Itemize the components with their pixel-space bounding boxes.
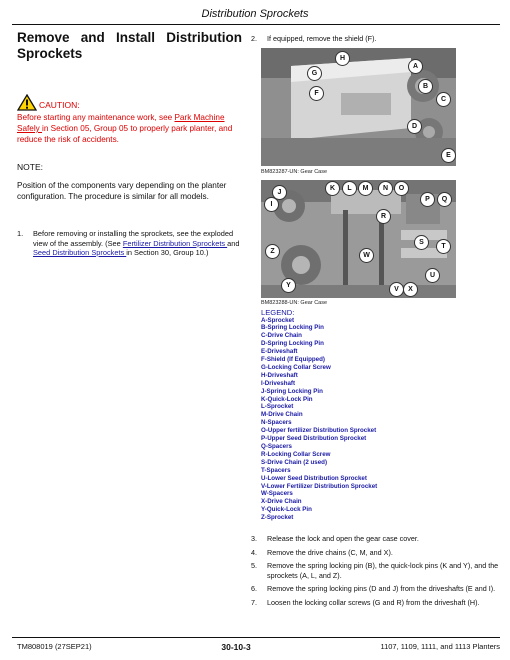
step1-pre: Before removing or installing the sprockets, see the exploded view of the assembly. (See [33, 229, 234, 248]
legend-item: D-Spring Locking Pin [261, 340, 324, 348]
callout-y: Y [281, 278, 296, 293]
procedure-step [251, 534, 501, 544]
footer-models: 1107, 1109, 1111, and 1113 Planters [380, 642, 500, 651]
left-column [17, 30, 242, 258]
callout-g: G [307, 66, 322, 81]
step-text: Remove the spring locking pin (B), the quick-lock pins (K and Y), and the sprockets (A, L, and Z). [267, 561, 499, 580]
gear-case-image-1 [261, 48, 456, 166]
legend-item: R-Locking Collar Screw [261, 450, 331, 458]
callout-o: O [394, 181, 409, 196]
callout-w: W [359, 248, 374, 263]
figure-caption-1: BM823287-UN: Gear Case [261, 168, 328, 175]
legend-list [261, 317, 501, 523]
legend-item: W-Spacers [261, 490, 293, 498]
footer-rule [12, 637, 500, 638]
legend-item: X-Drive Chain [261, 498, 302, 506]
callout-t: T [436, 239, 451, 254]
procedure-step [251, 584, 501, 594]
step-text: If equipped, remove the shield (F). [267, 34, 377, 43]
callout-m: M [358, 181, 373, 196]
note-label: NOTE: [17, 162, 43, 172]
legend-item: A-Sprocket [261, 316, 295, 324]
warning-icon [17, 94, 37, 111]
legend-item: T-Spacers [261, 466, 291, 474]
legend-item: H-Driveshaft [261, 371, 298, 379]
step-number: 6. [251, 584, 257, 594]
legend-item: G-Locking Collar Screw [261, 363, 331, 371]
gear-case-photo-2 [261, 180, 456, 298]
legend-title: LEGEND: [261, 307, 295, 317]
gear-case-photo-1 [261, 48, 456, 166]
callout-x: X [403, 282, 418, 297]
step1-mid: and [227, 238, 240, 248]
legend [261, 308, 501, 523]
callout-b: B [418, 79, 433, 94]
step-text: Loosen the locking collar screws (G and R) from the driveshaft (H). [267, 597, 480, 607]
step-number: 2. [251, 34, 257, 43]
legend-item: I-Driveshaft [261, 379, 296, 387]
caution-row [17, 94, 242, 111]
callout-q: Q [437, 192, 452, 207]
header-rule [12, 24, 500, 25]
step-2 [251, 34, 501, 44]
caution-post: in Section 05, Group 05 to properly park planter, and reduce the risk of accidents. [17, 124, 233, 144]
caution-text [17, 112, 242, 145]
legend-item: E-Driveshaft [261, 348, 298, 356]
legend-item: N-Spacers [261, 419, 292, 427]
steps-list [251, 534, 501, 607]
callout-i: I [264, 197, 279, 212]
caution-pre: Before starting any maintenance work, see [17, 113, 175, 122]
callout-n: N [378, 181, 393, 196]
callout-z: Z [265, 244, 280, 259]
park-machine-safely-link[interactable]: Park Machine Safely [17, 113, 225, 133]
note-text: Position of the components vary depending on the planter configuration. The procedure is similar for all models. [17, 181, 227, 201]
callout-d: D [407, 119, 422, 134]
callout-r: R [376, 209, 391, 224]
legend-item: F-Shield (If Equipped) [261, 356, 325, 364]
footer-doc-id: TM808019 (27SEP21) [17, 642, 92, 651]
footer-page-number: 30-10-3 [221, 642, 251, 652]
callout-a: A [408, 59, 423, 74]
legend-item: M-Drive Chain [261, 411, 303, 419]
step-text: Release the lock and open the gear case cover. [267, 534, 419, 544]
callout-v: V [389, 282, 404, 297]
legend-item: Q-Spacers [261, 443, 292, 450]
seed-sprockets-link[interactable]: Seed Distribution Sprockets [33, 248, 127, 257]
callout-s: S [414, 235, 429, 250]
legend-item: S-Drive Chain (2 used) [261, 458, 328, 466]
figure-caption-2: BM823288-UN: Gear Case [261, 299, 328, 306]
legend-item: L-Sprocket [261, 403, 294, 411]
step-text [33, 229, 242, 258]
legend-item: U-Lower Seed Distribution Sprocket [261, 474, 367, 482]
legend-item: J-Spring Locking Pin [261, 387, 323, 395]
legend-item: C-Drive Chain [261, 332, 302, 340]
page-header: Distribution Sprockets [201, 8, 309, 20]
page-footer [17, 642, 500, 652]
callout-h: H [335, 51, 350, 66]
callout-j: J [272, 185, 287, 200]
procedure-step [251, 598, 501, 608]
step-number: 7. [251, 597, 257, 607]
callout-u: U [425, 268, 440, 283]
callout-f: F [309, 86, 324, 101]
legend-item: P-Upper Seed Distribution Sprocket [261, 435, 367, 443]
callout-e: E [441, 148, 456, 163]
procedure-step [251, 548, 501, 558]
step-text: Remove the spring locking pins (D and J) from the driveshafts (E and I). [267, 584, 496, 594]
legend-item: B-Spring Locking Pin [261, 324, 324, 332]
step-number: 1. [17, 229, 24, 238]
step1-post: in Section 30, Group 10.) [126, 248, 209, 257]
section-title: Remove and Install Distribution Sprockets [17, 30, 242, 61]
step-number: 3. [251, 534, 257, 544]
callout-p: P [420, 192, 435, 207]
step-1 [17, 229, 242, 258]
step-number: 5. [251, 561, 257, 571]
callout-k: K [325, 181, 340, 196]
step-number: 4. [251, 547, 257, 557]
callout-l: L [342, 181, 357, 196]
right-column [251, 34, 501, 611]
legend-item: K-Quick-Lock Pin [261, 395, 313, 403]
legend-item: V-Lower Fertilizer Distribution Sprocket [261, 482, 378, 490]
caution-label: CAUTION: [39, 99, 80, 110]
fertilizer-sprockets-link[interactable]: Fertilizer Distribution Sprockets [122, 238, 228, 248]
legend-item: O-Upper fertilizer Distribution Sprocket [261, 427, 377, 435]
callout-c: C [436, 92, 451, 107]
step-text: Remove the drive chains (C, M, and X). [267, 547, 393, 557]
legend-item: Y-Quick-Lock Pin [261, 506, 312, 514]
legend-item: Z-Sprocket [261, 514, 294, 522]
procedure-step [251, 561, 501, 580]
